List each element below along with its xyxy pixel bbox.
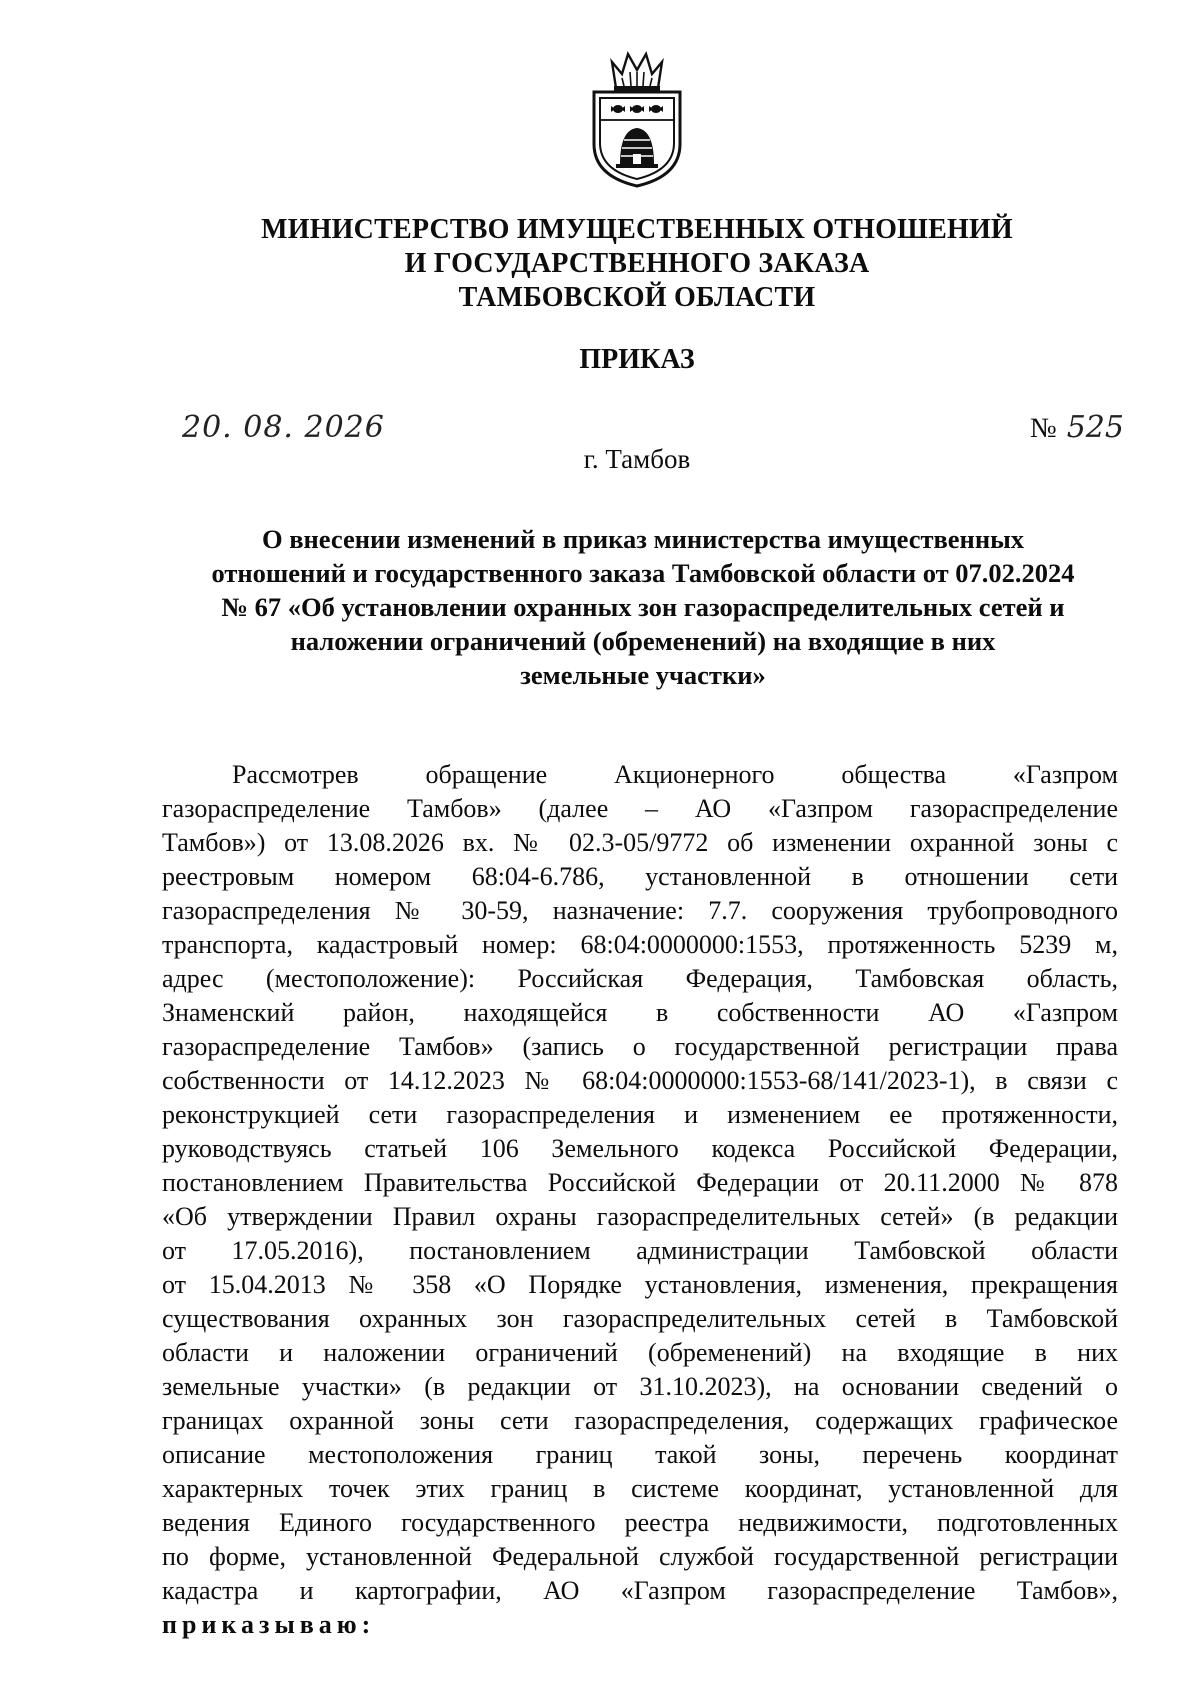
body-line: границах охранной зоны сети газораспределения, содержащих графическое [162,1406,1118,1435]
order-number [1030,410,1124,445]
ministry-name-line-2: И ГОСУДАРСТВЕННОГО ЗАКАЗА [404,248,870,279]
closing-word: приказываю: [162,1610,376,1639]
subject-line: земельные участки» [520,660,766,690]
body-line: газораспределение Тамбов» (далее – АО «Газпром газораспределение [162,794,1118,823]
body-line: от 15.04.2013 № 358 «О Порядке установления, изменения, прекращения [162,1270,1118,1299]
body-line: области и наложении ограничений (обременений) на входящие в них [162,1338,1118,1367]
body-line: реконструкцией сети газораспределения и изменением ее протяженности, [162,1100,1118,1129]
body-line: адрес (местоположение): Российская Федерация, Тамбовская область, [162,964,1118,993]
body-line: постановлением Правительства Российской Федерации от 20.11.2000 № 878 [162,1168,1118,1197]
body-line: существования охранных зон газораспределительных сетей в Тамбовской [162,1304,1118,1333]
body-line: реестровым номером 68:04-6.786, установленной в отношении сети [162,862,1118,891]
body-line: руководствуясь статьей 106 Земельного кодекса Российской Федерации, [162,1134,1118,1163]
body-line: земельные участки» (в редакции от 31.10.2023), на основании сведений о [162,1372,1118,1401]
subject-line: отношений и государственного заказа Тамбовской области от 07.02.2024 [211,558,1075,588]
body-line: описание местоположения границ такой зоны, перечень координат [162,1440,1118,1469]
handwritten-number: 525 [1066,410,1124,445]
body-line: газораспределения № 30-59, назначение: 7.7. сооружения трубопроводного [162,896,1118,925]
body-line: Знаменский район, находящейся в собственности АО «Газпром [162,998,1118,1027]
body-line: по форме, установленной Федеральной службой государственной регистрации [162,1542,1118,1571]
body-line: «Об утверждении Правил охраны газораспределительных сетей» (в редакции [162,1202,1118,1231]
subject-line: № 67 «Об установлении охранных зон газораспределительных сетей и [221,592,1065,622]
body-line: Рассмотрев обращение Акционерного общества «Газпром [232,760,1118,789]
body-line: собственности от 14.12.2023 № 68:04:0000000:1553-68/141/2023-1), в связи с [162,1066,1118,1095]
body-line: газораспределение Тамбов» (запись о государственной регистрации права [162,1032,1118,1061]
body-line: от 17.05.2016), постановлением администрации Тамбовской области [162,1236,1118,1265]
ministry-name-line-3: ТАМБОВСКОЙ ОБЛАСТИ [458,282,816,313]
tambov-coat-of-arms-icon [586,48,688,190]
body-line: ведения Единого государственного реестра недвижимости, подготовленных [162,1508,1118,1537]
city-line: г. Тамбов [583,444,691,474]
ministry-name-line-1: МИНИСТЕРСТВО ИМУЩЕСТВЕННЫХ ОТНОШЕНИЙ [261,214,1013,245]
subject-line: О внесении изменений в приказ министерства имущественных [261,524,1025,554]
body-line: характерных точек этих границ в системе координат, установленной для [162,1474,1118,1503]
subject-line: наложении ограничений (обременений) на входящие в них [290,626,996,656]
handwritten-date: 20. 08. 2026 [182,410,385,445]
number-sign: № [1030,413,1057,444]
document-type-title: ПРИКАЗ [579,344,695,375]
body-line: транспорта, кадастровый номер: 68:04:0000000:1553, протяженность 5239 м, [162,930,1118,959]
closing-word-line [162,1608,1118,1642]
body-line: Тамбов») от 13.08.2026 вх. № 02.3-05/9772 об изменении охранной зоны с [162,828,1118,857]
body-line: кадастра и картографии, АО «Газпром газораспределение Тамбов», [162,1576,1118,1605]
